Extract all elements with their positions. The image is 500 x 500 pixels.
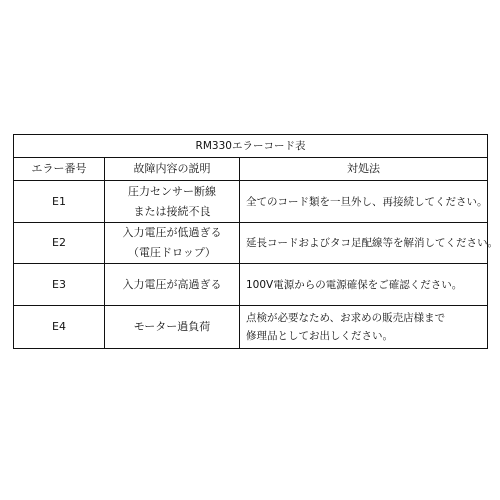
table-row	[14, 306, 488, 349]
error-code-cell: E2	[14, 223, 105, 264]
fault-description-line: または接続不良	[133, 204, 211, 218]
error-code-table	[13, 134, 498, 349]
table-row	[14, 181, 488, 223]
remedy-line: 延長コードおよびタコ足配線等を解消してください。	[246, 237, 498, 249]
remedy-line: 修理品としてお出しください。	[246, 330, 393, 342]
header-remedy: 対処法	[240, 158, 488, 181]
fault-description-cell	[105, 223, 240, 264]
remedy-cell	[240, 181, 488, 223]
fault-description-cell	[105, 264, 240, 306]
header-error-number: エラー番号	[14, 158, 105, 181]
fault-description-line: 入力電圧が低過ぎる	[122, 226, 222, 239]
error-code-cell: E1	[14, 181, 105, 223]
fault-description-line: 入力電圧が高過ぎる	[122, 277, 222, 291]
table-row	[14, 264, 488, 306]
remedy-line: 点検が必要なため、お求めの販売店様まで	[246, 312, 446, 324]
remedy-cell	[240, 306, 488, 349]
table-row	[14, 223, 488, 264]
remedy-line: 100V電源からの電源確保をご確認ください。	[246, 278, 463, 291]
error-code-cell: E3	[14, 264, 105, 306]
fault-description-line: 圧力センサー断線	[128, 184, 216, 198]
error-code-cell: E4	[14, 306, 105, 349]
header-fault-description: 故障内容の説明	[105, 158, 240, 181]
fault-description-cell	[105, 181, 240, 223]
remedy-line: 全てのコード類を一旦外し、再接続してください。	[246, 195, 488, 208]
fault-description-line: （電圧ドロップ）	[128, 246, 216, 259]
fault-description-line: モーター過負荷	[133, 320, 211, 333]
remedy-cell	[240, 264, 488, 306]
table-title: RM330エラーコード表	[14, 135, 488, 158]
fault-description-cell	[105, 306, 240, 349]
error-code-table-container	[13, 134, 498, 349]
remedy-cell	[240, 223, 498, 264]
